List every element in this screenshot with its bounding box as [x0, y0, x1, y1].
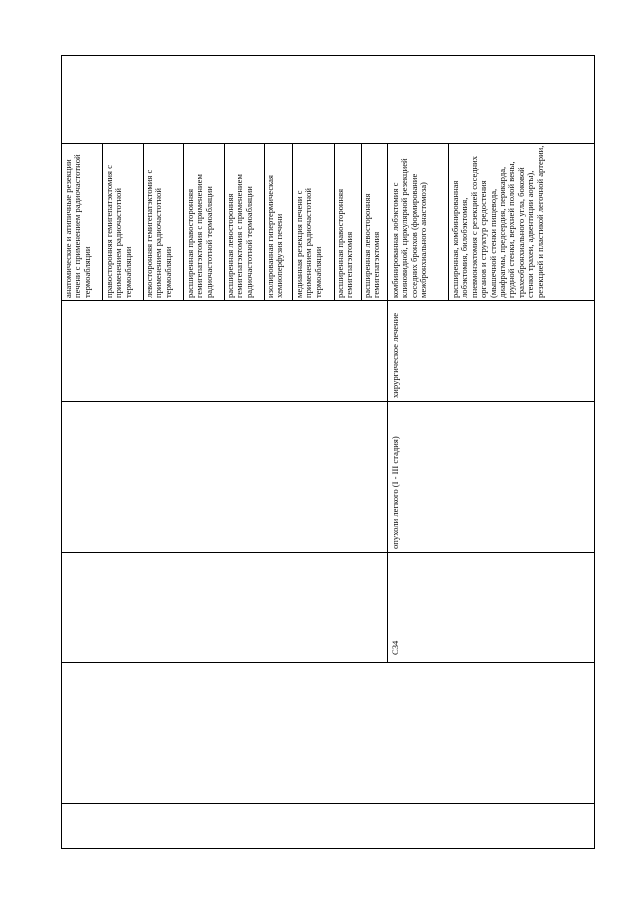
column-divider [61, 300, 594, 301]
diagnosis-text: опухоли легкого (I - III стадия) [390, 436, 400, 549]
method-separator [183, 143, 184, 300]
table-border-top [61, 55, 594, 56]
column-divider [61, 401, 594, 402]
column-divider [61, 552, 594, 553]
method-text: расширенная правосторонняя гемигепатэктомия [335, 188, 355, 298]
method-text: анатомические и атипичные резекции печени с применением радиочастотной термоабляции [63, 154, 92, 298]
method-text: комбинированная лобэктомия с клиновидной, циркулярной резекцией соседних бронхов (формирование межбронхиального анастомоза) [390, 158, 429, 298]
method-separator [292, 143, 293, 300]
method-separator [102, 143, 103, 300]
table-border-right [594, 55, 595, 849]
row-divider [387, 143, 388, 663]
method-text: расширенная левосторонняя гемигепатэктомия с применением радиочастотной термоабляции [225, 174, 254, 298]
method-separator [448, 143, 449, 300]
method-text: расширенная, комбинированная лобэктомия, билобэктомия, пневмонэктомия с резекцией соседних органов и структур средостения (мышечной стенки пищевода, диафрагмы, предсердия, перикарда, грудной стенки, верхней полой вены, трахеобронхиального угла, боковой стенки трахеи, адвентиции аорты), резекцией и пластикой легочной артерии, [450, 145, 545, 298]
method-text: левосторонняя гемигепатэктомия с применением радиочастотной термоабляции [144, 169, 173, 298]
method-text: медианная резекция печени с применением радиочастотной термоабляции [294, 188, 323, 298]
method-text: изолированная гипертермическая хемиоперфузия печени [265, 175, 285, 298]
column-divider [61, 662, 594, 663]
table-border-left [61, 55, 62, 849]
method-text: правосторонняя гемигепатэктомия с применением радиочастотной термоабляции [104, 165, 133, 298]
column-divider [61, 143, 594, 144]
treatment-text: хирургическое лечение [390, 312, 400, 398]
method-text: расширенная левосторонняя гемигепатэктомия [362, 193, 382, 298]
column-divider [61, 803, 594, 804]
diagnosis-code: C34 [390, 640, 400, 655]
table-border-bottom [61, 848, 594, 849]
method-text: расширенная правосторонняя гемигепатэктомия с применением радиочастотной термоабляции [185, 174, 214, 298]
